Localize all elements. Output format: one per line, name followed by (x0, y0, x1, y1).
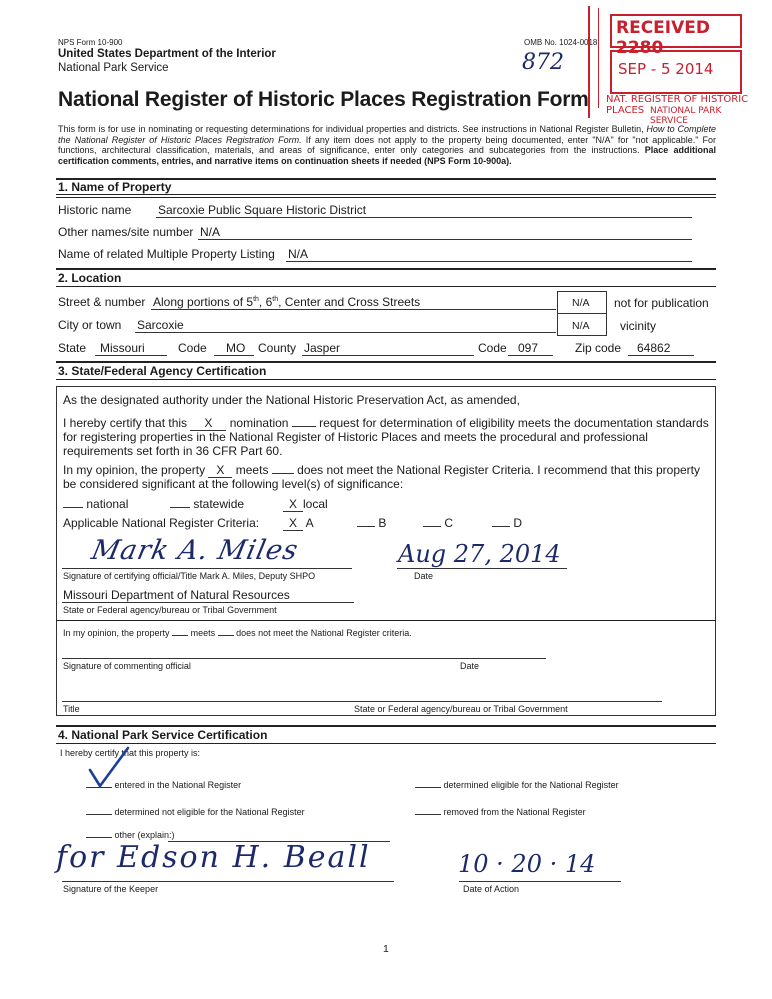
mpl-label: Name of related Multiple Property Listing (58, 247, 275, 261)
agency-name: Missouri Department of Natural Resources (63, 588, 290, 602)
nfp-label: not for publication (614, 296, 709, 310)
county-value[interactable]: Jasper (304, 341, 341, 355)
section2-title-rule (56, 286, 716, 287)
level-local[interactable]: X local (283, 497, 328, 512)
section3-title: 3. State/Federal Agency Certification (58, 364, 267, 378)
opt-other[interactable]: other (explain:) (86, 830, 175, 840)
state-value[interactable]: Missouri (100, 341, 145, 355)
gov-caption: State or Federal agency/bureau or Tribal Government (354, 704, 568, 714)
section2-title: 2. Location (58, 271, 122, 285)
request-mark[interactable] (292, 426, 316, 427)
code2-label: Code (478, 341, 507, 355)
historic-name-label: Historic name (58, 203, 132, 217)
city-value[interactable]: Sarcoxie (137, 318, 184, 332)
opinion-line-2: be considered significant at the following level(s) of significance: (63, 477, 404, 491)
opt-not-eligible[interactable]: determined not eligible for the National Register (86, 807, 305, 817)
section4-title: 4. National Park Service Certification (58, 728, 268, 742)
other-names-line (198, 239, 692, 240)
level-statewide[interactable]: statewide (170, 497, 244, 511)
street-line (151, 309, 556, 310)
historic-name-value[interactable]: Sarcoxie Public Square Historic District (158, 203, 367, 217)
opt-removed[interactable]: removed from the National Register (415, 807, 586, 817)
title-caption: Title (63, 704, 80, 714)
street-label: Street & number (58, 295, 146, 309)
stamp-received: RECEIVED 2280 (616, 18, 710, 58)
date-line (397, 568, 567, 569)
city-label: City or town (58, 318, 122, 332)
action-date: 10 · 20 · 14 (458, 850, 596, 878)
state-label: State (58, 341, 87, 355)
not-meet-mark[interactable] (272, 473, 294, 474)
section3-title-rule (56, 379, 716, 380)
keeper-caption: Signature of the Keeper (63, 884, 159, 894)
zip-line (628, 355, 694, 356)
keeper-line (62, 881, 394, 882)
check-mark-icon (84, 746, 134, 790)
title-line (62, 701, 662, 702)
criterion-d[interactable]: D (492, 516, 522, 530)
page-number: 1 (383, 943, 389, 955)
certifying-date: Aug 27, 2014 (398, 540, 561, 568)
signature-line (62, 568, 352, 569)
stamp-register: NAT. REGISTER OF HISTORIC PLACES (606, 94, 749, 116)
other-names-label: Other names/site number (58, 225, 194, 239)
vicinity-box-value: N/A (572, 320, 590, 332)
stamp-service: NATIONAL PARK SERVICE (650, 106, 722, 126)
keeper-signature: for Edson H. Beall (56, 840, 371, 875)
received-stamp (588, 6, 760, 126)
code2-line (508, 355, 553, 356)
mpl-value[interactable]: N/A (288, 247, 309, 261)
nomination-mark[interactable]: X (190, 416, 226, 431)
meets-mark[interactable]: X (208, 463, 232, 478)
zip-label: Zip code (575, 341, 622, 355)
comment-date-caption: Date (460, 661, 480, 671)
vicinity-label: vicinity (620, 319, 657, 333)
section1-title-rule-2 (56, 197, 716, 198)
agency-line (62, 602, 354, 603)
section3-top-rule (56, 361, 716, 363)
code-label: Code (178, 341, 207, 355)
date-caption: Date (414, 571, 434, 581)
handwritten-number: 872 (522, 50, 564, 75)
certify-line-3: requirements set forth in 36 CFR Part 60. (63, 444, 283, 458)
action-caption: Date of Action (463, 884, 520, 894)
stamp-date: SEP - 5 2014 (618, 60, 714, 78)
opt-entered[interactable]: entered in the National Register (86, 780, 241, 790)
county-line (302, 355, 474, 356)
signature-caption: Signature of certifying official/Title Mark A. Miles, Deputy SHPO (63, 571, 316, 581)
section1-title-rule (56, 194, 716, 195)
zip-value[interactable]: 64862 (637, 341, 671, 355)
criteria-label: Applicable National Register Criteria: (63, 516, 260, 530)
other-names-value[interactable]: N/A (200, 225, 221, 239)
historic-name-line (156, 217, 692, 218)
nfp-box-value: N/A (572, 297, 590, 309)
opinion-line-1: In my opinion, the property X meets does not meet the National Register Criteria. I recommend that this property (63, 463, 700, 477)
service-name: National Park Service (58, 62, 169, 74)
omb-number: OMB No. 1024-0018 (524, 38, 598, 47)
authority-text: As the designated authority under the National Historic Preservation Act, as amended, (63, 393, 520, 407)
street-value[interactable]: Along portions of 5th, 6th, Center and Cross Streets (153, 295, 421, 309)
criterion-a[interactable]: X A (283, 516, 314, 531)
city-line (135, 332, 556, 333)
department-name: United States Department of the Interior (58, 48, 276, 60)
nps-intro: I hereby certify that this property is: (60, 748, 201, 758)
code-value[interactable]: MO (226, 341, 246, 355)
page-title: National Register of Historic Places Registration Form (58, 88, 589, 111)
criterion-b[interactable]: B (357, 516, 386, 530)
section4-title-rule (56, 743, 716, 744)
comment-signature-caption: Signature of commenting official (63, 661, 191, 671)
section1-title: 1. Name of Property (58, 180, 172, 194)
opt-determined-eligible[interactable]: determined eligible for the National Register (415, 780, 619, 790)
state-line (95, 355, 167, 356)
comment-signature-line (62, 658, 546, 659)
code2-value[interactable]: 097 (518, 341, 539, 355)
comment-divider (56, 620, 716, 621)
intro-paragraph: This form is for use in nominating or requesting determinations for individual properties and districts. See instructions in National Register Bulletin, How to Complete the National Register of Historic Places Registration Form. If any item does not apply to the property being documented, enter "N/A" for "not applicable." For functions, architectural classification, materials, and areas of significance, enter only categories and subcategories from the instructions. Place additional certification comments, entries, and narrative items on continuation sheets if needed (NPS Form 10-900a). (58, 124, 717, 166)
code-line (214, 355, 254, 356)
comment-opinion: In my opinion, the property meets does not meet the National Register criteria. (63, 628, 412, 638)
section2-top-rule (56, 268, 716, 270)
action-date-line (459, 881, 621, 882)
certify-line-1: I hereby certify that this X nomination request for determination of eligibility meets the documentation standards (63, 416, 709, 430)
agency-caption: State or Federal agency/bureau or Tribal Government (63, 605, 277, 615)
county-label: County (258, 341, 297, 355)
certify-line-2: for registering properties in the National Register of Historic Places and meets the procedural and professional (63, 430, 648, 444)
certifying-signature: Mark A. Miles (88, 535, 302, 566)
criterion-c[interactable]: C (423, 516, 453, 530)
mpl-line (286, 261, 692, 262)
form-number: NPS Form 10-900 (58, 38, 123, 47)
section4-top-rule (56, 725, 716, 727)
level-national[interactable]: national (63, 497, 128, 511)
